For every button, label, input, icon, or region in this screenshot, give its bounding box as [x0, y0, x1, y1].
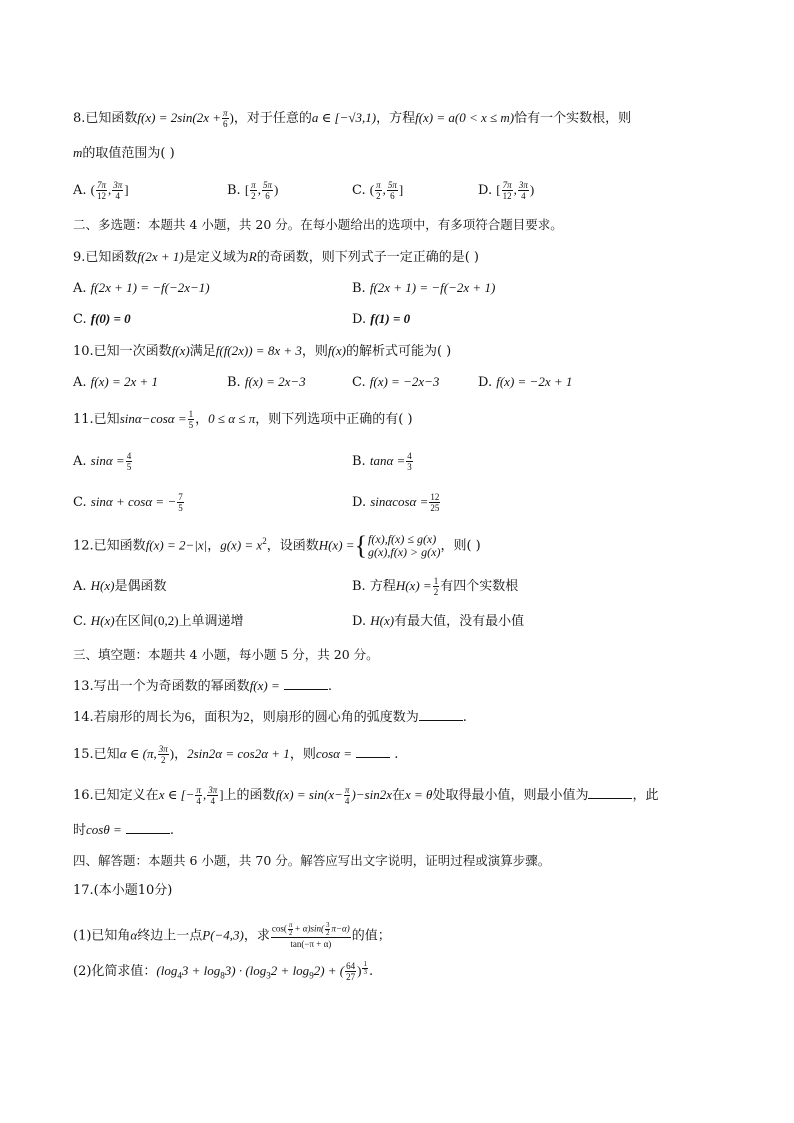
q10-option-d[interactable]: [478, 372, 572, 393]
option-label: A.: [73, 454, 87, 469]
option-text: tanα =: [369, 453, 406, 468]
option-text: 有四个实数根: [440, 579, 519, 594]
q17-big-fraction: [271, 922, 351, 950]
q12-stem: [73, 531, 481, 559]
q11-range: 0 ≤ α ≤ π: [208, 411, 256, 426]
q17-exponent: $\frac{1}{3}$: [363, 960, 367, 976]
q12-stem-c: ，设函数: [266, 538, 319, 554]
q15-c: ，则: [289, 747, 316, 762]
frac: $\frac{7}{5}$: [178, 492, 183, 513]
q8-line2-text: 的取值范围为( ): [82, 146, 175, 161]
sep: ,: [257, 182, 261, 197]
q10-option-c[interactable]: [352, 372, 439, 393]
option-label: A.: [73, 183, 87, 198]
option-text: f(2x + 1) = −f(−2x + 1): [369, 280, 496, 295]
q15: [73, 744, 398, 765]
q8-option-b[interactable]: [227, 180, 278, 201]
bracket: ]: [398, 182, 404, 197]
option-text: 方程: [369, 579, 396, 594]
q17-point: P(−4,3): [202, 927, 244, 943]
q8-option-a[interactable]: [73, 180, 129, 201]
q8-option-c[interactable]: [352, 180, 403, 201]
q16-line2-a: 时: [73, 823, 87, 838]
q14-a: 14.若扇形的周长为: [73, 710, 185, 725]
option-label: C.: [73, 312, 87, 327]
q8-pi-over-6: $\frac{\pi}{6}$: [223, 108, 228, 129]
q13-math: f(x) =: [249, 678, 280, 693]
q14-c: ，则扇形的圆心角的弧度数为: [249, 710, 419, 725]
option-label: A.: [73, 579, 87, 594]
q9-option-b[interactable]: [352, 278, 495, 299]
q11-lhs: sinα−cosα =: [119, 411, 187, 426]
option-math: H(x): [90, 613, 115, 628]
frac: $\frac{3\pi}{4}$: [208, 785, 218, 806]
q12-stem-d: ，则( ): [440, 538, 481, 554]
option-label: D.: [478, 375, 493, 390]
frac: $\frac{3\pi}{2}$: [158, 744, 168, 765]
q14: [73, 707, 467, 728]
q10-option-b[interactable]: [227, 372, 306, 393]
section-2-heading: 二、多选题：本题共 4 小题，共 20 分。在每小题给出的选项中，有多项符合题目要求。: [73, 217, 563, 232]
q11-stem: [73, 409, 413, 430]
q16-b: 上的函数: [223, 788, 276, 803]
option-label: C.: [73, 614, 87, 629]
q13-answer-blank[interactable]: [284, 677, 328, 690]
frac: $\frac{3\pi}{4}$: [113, 180, 123, 201]
sep: ,: [202, 787, 207, 802]
q8-line2: [73, 143, 175, 164]
q15-answer-blank[interactable]: [356, 745, 390, 758]
q8-equation: f(x) = a(0 < x ≤ m): [415, 110, 515, 125]
section-4-heading: 四、解答题：本题共 6 小题，共 70 分。解答应写出文字说明，证明过程或演算步骤。: [73, 853, 551, 868]
q8-function-close: ): [229, 110, 234, 125]
option-label: C.: [73, 495, 87, 510]
sep: ,: [108, 182, 112, 197]
q11-stem-a: 11.已知: [73, 412, 120, 427]
bracket: [: [244, 182, 250, 197]
q8-stem-b: ，对于任意的: [233, 111, 312, 126]
q11-stem-c: ，则下列选项中正确的有( ): [255, 412, 413, 427]
q16-domain-close: ]: [219, 787, 224, 802]
q11-option-d[interactable]: [352, 492, 441, 513]
q8-line1: [73, 108, 631, 129]
option-label: D.: [352, 614, 367, 629]
frac: $\frac{4}{5}$: [126, 451, 132, 472]
option-text: sinαcosα =: [370, 494, 429, 509]
q16-d: 处取得最小值，则最小值为: [432, 788, 589, 803]
q14-answer-blank[interactable]: [419, 708, 463, 721]
q10-stem-a: 10.已知一次函数: [73, 344, 172, 359]
option-label: B.: [227, 375, 241, 390]
left-brace-icon: {: [354, 530, 368, 560]
bracket: (: [90, 182, 96, 197]
q10-stem: [73, 341, 451, 362]
q17-p2-m2: 3 + log: [181, 963, 221, 978]
q12-stem-b: ，: [207, 538, 221, 554]
q10-stem-d: 的解析式可能为( ): [345, 344, 452, 359]
q8-a-range: a ∈ [−√3,1): [311, 110, 377, 125]
q9-stem-b: 是定义域为: [183, 250, 249, 265]
option-label: B.: [352, 281, 366, 296]
bracket: (: [369, 182, 375, 197]
q11-stem-b: ，: [195, 412, 209, 427]
q17-p2-end: .: [368, 964, 374, 979]
q17-part1: [73, 922, 391, 950]
option-text: f(1) = 0: [370, 311, 411, 326]
option-label: C.: [352, 375, 366, 390]
q16-domain: x ∈ [−: [158, 787, 195, 802]
q17-sub: 9: [309, 970, 314, 981]
q16-end: .: [169, 823, 175, 838]
q17-denominator: tan(−π + α): [290, 939, 332, 949]
q14-b: ，面积为: [191, 710, 244, 725]
frac: $\frac{5\pi}{6}$: [262, 180, 272, 201]
q9-R: R: [248, 249, 257, 264]
q15-equation: 2sin2α = cos2α + 1: [187, 746, 290, 761]
q12-case2: g(x),f(x) > g(x): [368, 544, 441, 559]
q15-a: 15.已知: [73, 747, 120, 762]
q17-sub: 4: [177, 970, 182, 981]
option-label: D.: [352, 495, 367, 510]
q12-option-a[interactable]: [73, 576, 167, 597]
q15-end: .: [394, 747, 399, 762]
option-text: f(x) = 2x−3: [244, 374, 306, 389]
q10-stem-b: 满足: [189, 344, 216, 359]
q16-cos-blank[interactable]: [126, 821, 170, 834]
q17-part2: [73, 961, 373, 986]
q11-one-fifth: $\frac{1}{5}$: [188, 409, 194, 430]
option-label: C.: [352, 183, 366, 198]
q15-cos: cosα =: [315, 746, 353, 761]
q16-theta: x = θ: [405, 787, 433, 802]
q11-option-b[interactable]: [352, 451, 414, 472]
q12-f: f(x) = 2−|x|: [145, 537, 208, 553]
option-label: B.: [352, 454, 366, 469]
q16-function: f(x) = sin(x−: [275, 787, 343, 802]
q16-cos-theta: cosθ =: [86, 822, 122, 837]
frac: $\frac{\pi}{2}$: [376, 180, 381, 201]
q17-title: 17.(本小题10分): [73, 883, 173, 898]
q12-case1: f(x),f(x) ≤ g(x): [368, 531, 437, 546]
q14-area: 2: [243, 709, 250, 724]
option-text: 有最大值，没有最小值: [394, 614, 525, 629]
q8-function-lhs: f(x) = 2sin(2x +: [137, 110, 222, 125]
q17-p2-m3: 3) · (log: [224, 963, 267, 978]
q15-b: ，: [174, 747, 188, 762]
q16-function-rest: )−sin2x: [351, 787, 392, 802]
sep: ,: [513, 182, 517, 197]
option-math: H(x): [90, 578, 115, 593]
frac: $\frac{\pi}{4}$: [196, 785, 201, 806]
option-math: H(x) =: [395, 578, 432, 593]
q12-g-exponent: 2: [262, 536, 267, 546]
q13-stem: 13.写出一个为奇函数的幂函数: [73, 679, 250, 694]
q13-end: .: [327, 679, 333, 694]
q11-option-a[interactable]: [73, 451, 133, 472]
q9-option-d[interactable]: [352, 309, 410, 330]
option-label: B.: [227, 183, 241, 198]
q15-interval: α ∈ (π,: [119, 746, 157, 761]
option-text: f(x) = −2x−3: [369, 374, 440, 389]
option-label: D.: [352, 312, 367, 327]
frac: $\frac{3\pi}{4}$: [518, 180, 528, 201]
q8-stem-c: ，方程: [376, 111, 416, 126]
q12-stem-a: 12.已知函数: [73, 538, 146, 554]
q17-sub: 3: [266, 970, 271, 981]
q16-c: 在: [391, 788, 405, 803]
q16-line1: [73, 785, 658, 806]
q9-stem-a: 9.已知函数: [73, 250, 138, 265]
section-3-heading: 三、填空题：本题共 4 小题，每小题 5 分，共 20 分。: [73, 647, 379, 662]
q17-p2-a: (2)化简求值：: [73, 964, 157, 979]
q8-option-d[interactable]: [478, 180, 534, 201]
q17-p1-d: 的值；: [351, 928, 391, 944]
q8-stem-d: 恰有一个实数根，则: [514, 111, 632, 126]
option-label: A.: [73, 281, 87, 296]
q9-option-c[interactable]: [73, 309, 131, 330]
q8-var-m: m: [73, 145, 83, 160]
bracket: ): [529, 182, 535, 197]
frac: $\frac{5\pi}{6}$: [387, 180, 397, 201]
q17-p2-m: (log: [156, 963, 178, 978]
q14-end: .: [462, 710, 467, 725]
frac: $\frac{4}{3}$: [407, 451, 412, 472]
q9-option-a[interactable]: [73, 278, 210, 299]
option-text: 是偶函数: [114, 579, 167, 594]
frac: $\frac{1}{2}$: [433, 576, 439, 597]
q10-option-a[interactable]: [73, 372, 158, 393]
frac: $\frac{12}{25}$: [430, 492, 440, 513]
option-text: f(x) = −2x + 1: [496, 374, 573, 389]
option-text: f(2x + 1) = −f(−2x−1): [90, 280, 210, 295]
option-math: (0,2): [153, 613, 179, 628]
q10-fx2: f(x): [327, 343, 346, 358]
q17-sub: 8: [220, 970, 225, 981]
q12-option-b[interactable]: [352, 576, 518, 597]
q12-option-c[interactable]: [73, 611, 244, 632]
q16-line2: [73, 820, 174, 841]
q8-stem-a: 8.已知函数: [73, 111, 138, 126]
bracket: ): [273, 182, 279, 197]
frac: $\frac{64}{27}$: [346, 961, 356, 982]
q17-p2-m6: ): [357, 963, 362, 978]
q17-alpha: α: [130, 927, 138, 943]
q17-p2-m4: 2 + log: [270, 963, 310, 978]
option-text: 在区间: [114, 614, 154, 629]
bracket: ]: [124, 182, 129, 197]
q15-interval-close: ): [169, 746, 175, 761]
frac: $\frac{\pi}{2}$: [251, 180, 256, 201]
bracket: [: [496, 182, 501, 197]
q17-p1-b: 终边上一点: [137, 928, 203, 944]
q12-option-d[interactable]: [352, 611, 524, 632]
option-label: B.: [352, 579, 366, 594]
option-text: sinα =: [90, 453, 125, 468]
q17-p1-a: (1)已知角: [73, 928, 131, 944]
option-text: sinα + cosα = −: [90, 494, 177, 509]
frac: $\frac{7\pi}{12}$: [97, 180, 107, 201]
q17-p1-c: ，求: [243, 928, 270, 944]
frac: $\frac{\pi}{4}$: [344, 785, 350, 806]
q16-a: 16.已知定义在: [73, 788, 159, 803]
frac: $\frac{7\pi}{12}$: [502, 180, 512, 201]
q16-min-blank[interactable]: [588, 786, 632, 799]
q9-stem-c: 的奇函数，则下列式子一定正确的是( ): [256, 250, 479, 265]
q17-p2-m5: 2) + (: [313, 963, 345, 978]
q13: [73, 676, 332, 697]
q12-H: H(x) =: [318, 537, 355, 553]
q11-option-c[interactable]: [73, 492, 185, 513]
option-label: A.: [73, 375, 87, 390]
q10-fx: f(x): [171, 343, 190, 358]
option-text: 上单调递增: [178, 614, 244, 629]
q9-function: f(2x + 1): [137, 249, 184, 264]
q17-numerator: cos( $\frac{\pi}{2}$ + α)sin( $\frac{3}{2}$ π−α): [271, 921, 350, 937]
option-math: H(x): [370, 613, 395, 628]
q12-cases: [368, 533, 440, 559]
q12-g: g(x) = x: [220, 537, 263, 553]
option-text: f(x) = 2x + 1: [90, 374, 159, 389]
q10-stem-c: ，则: [301, 344, 328, 359]
q14-perimeter: 6: [184, 709, 192, 724]
q10-condition: f(f(2x)) = 8x + 3: [215, 343, 302, 358]
q9-stem: [73, 247, 479, 268]
q16-e: ，此: [632, 788, 659, 803]
option-text: f(0) = 0: [90, 311, 131, 326]
option-label: D.: [478, 183, 493, 198]
sep: ,: [382, 182, 386, 197]
